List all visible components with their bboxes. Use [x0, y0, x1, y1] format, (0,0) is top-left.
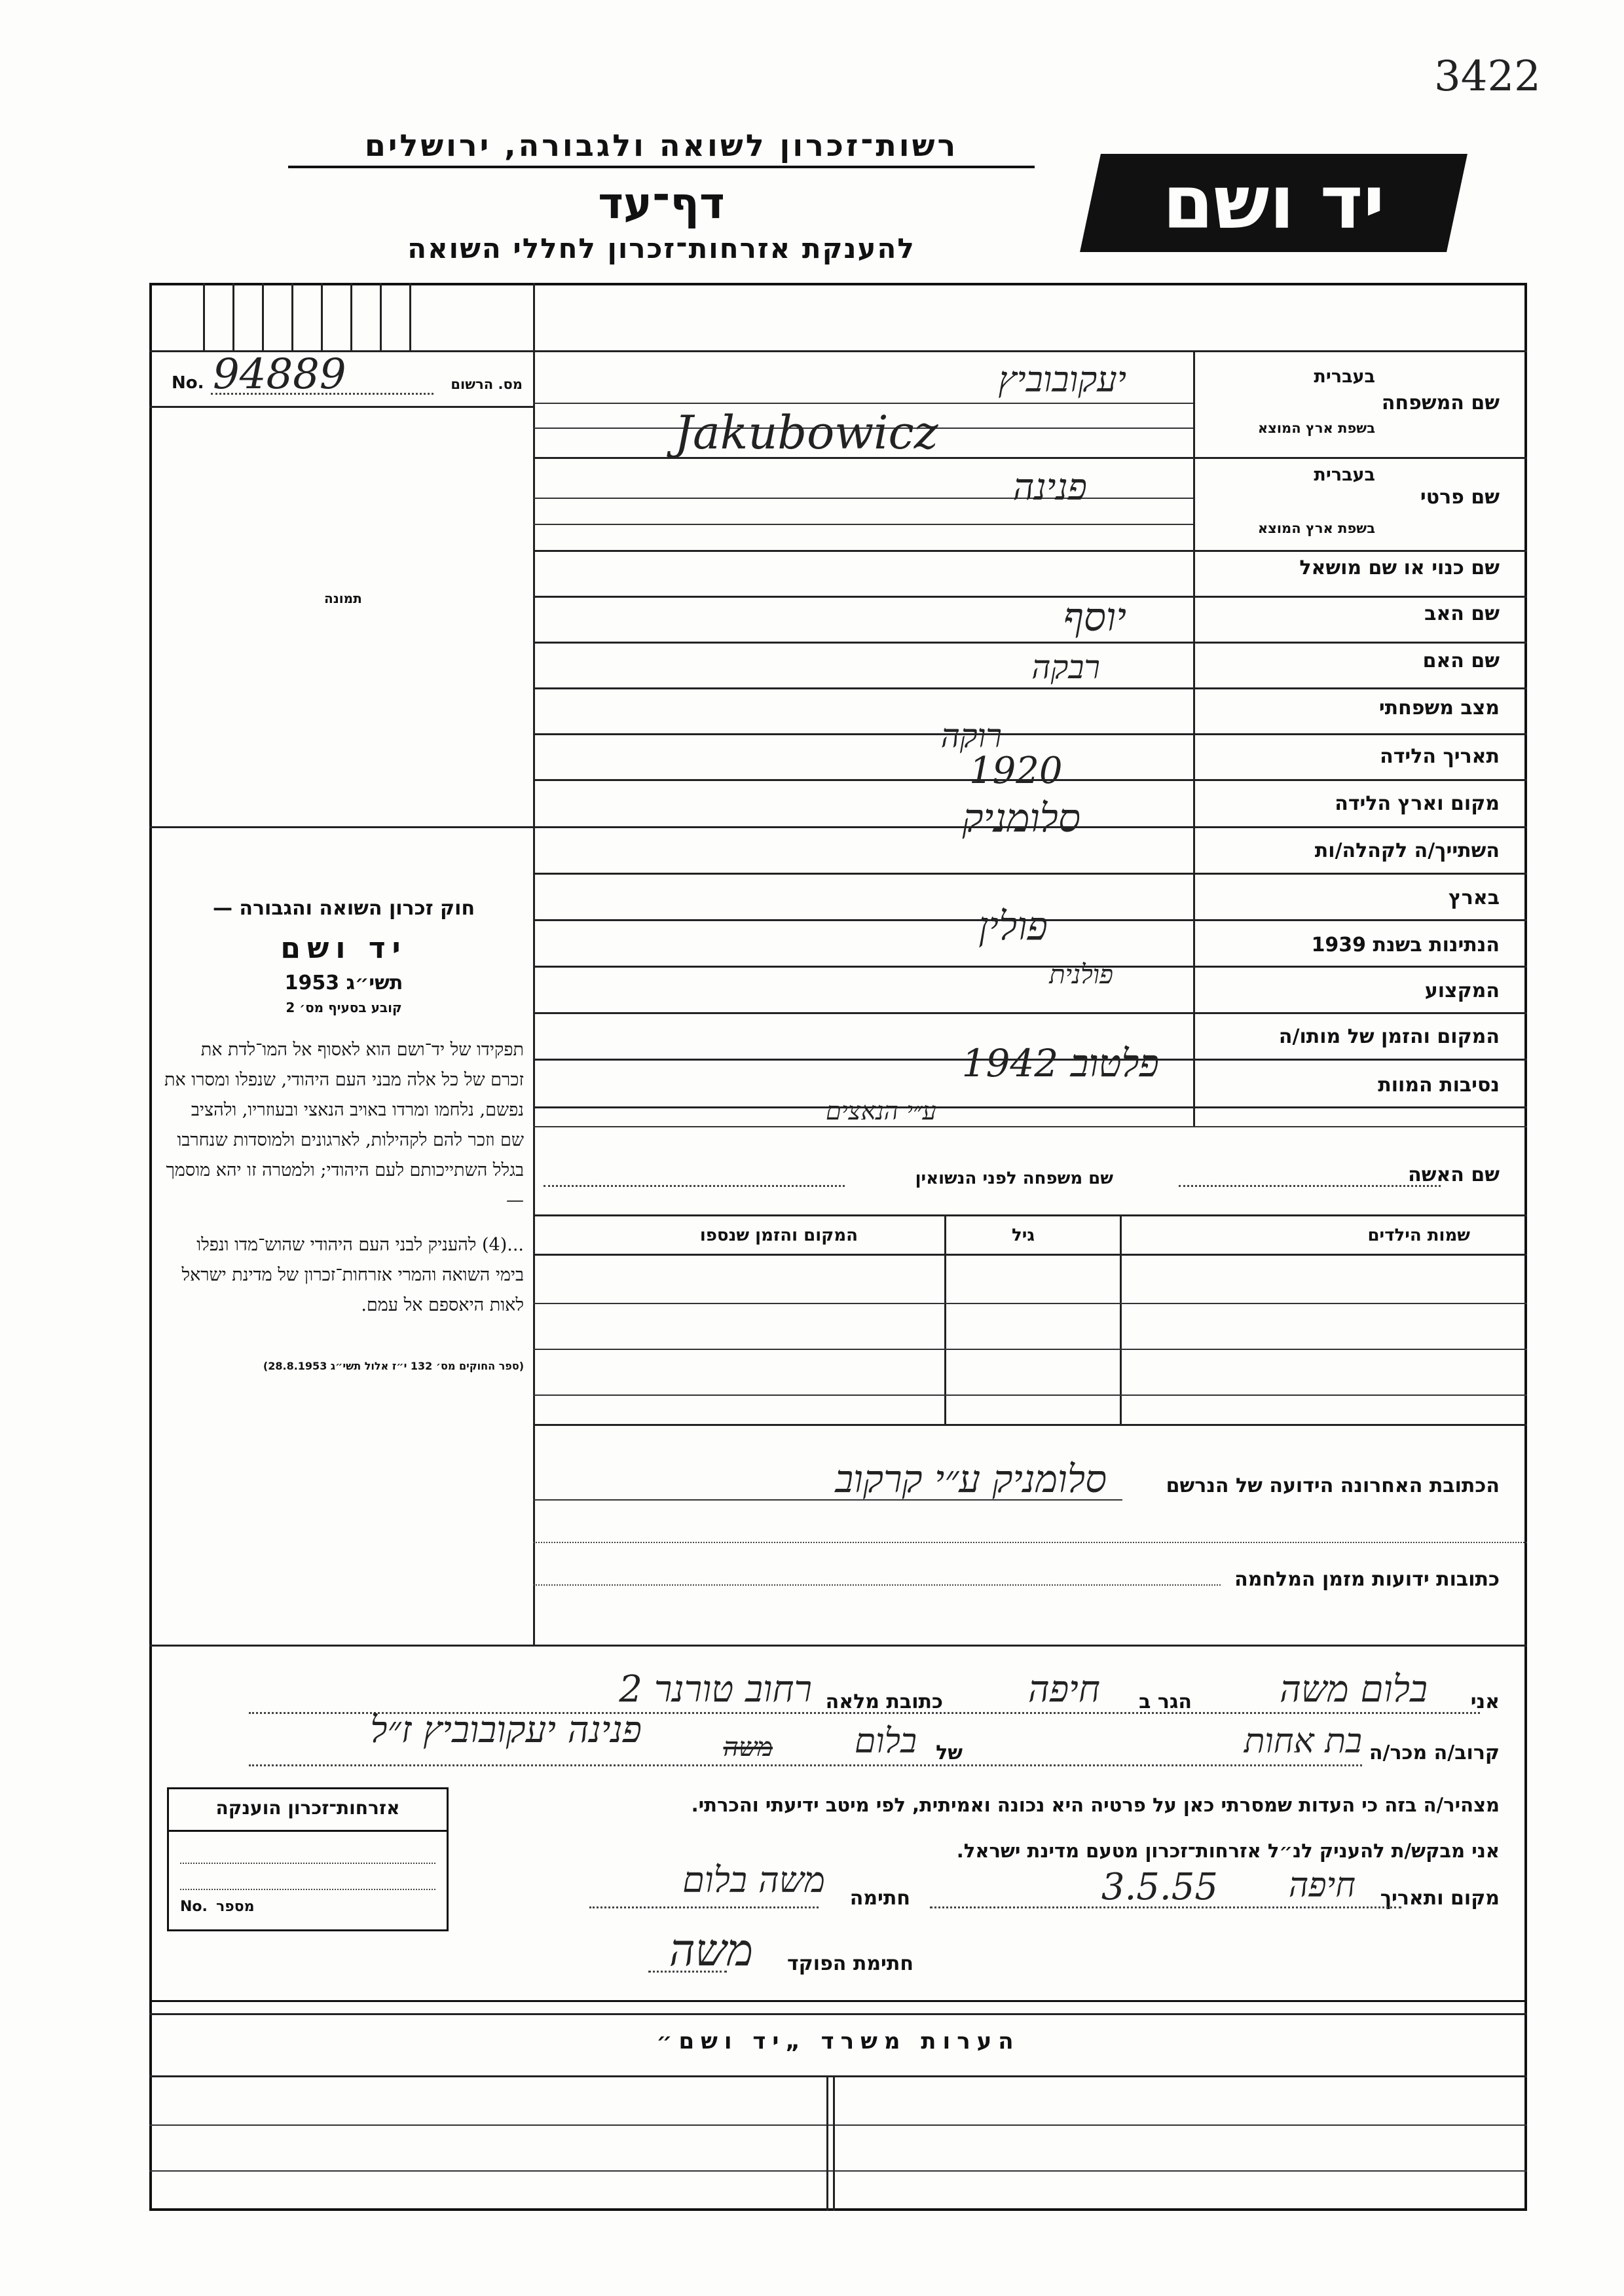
- law-paragraph-1: תפקידו של יד־ושם הוא לאסוף אל המו־לדת את זכרם של כל אלה מבני העם היהודי, שנפלו ומסרו את נפשם, נלחמו ומרדו באויב הנאצי ובעוזריו, ולהציב שם וזכר להם לקהילות, לארגונים ולמוסדות שנחרבו בגלל השתייכותם לעם היהודי; ולמטרה זו יהא מוסמך —: [164, 1040, 524, 1211]
- declaration-shel-struck: משה: [723, 1732, 773, 1762]
- registration-label: מס. הרשום: [451, 376, 523, 392]
- declaration-statement-2: אני מבקש/ת להעניק לנ״ל אזרחות־זכרון מטעם מדינת ישראל.: [956, 1840, 1500, 1862]
- spouse-maiden-label: שם משפחה לפני הנשואין: [915, 1169, 1113, 1188]
- left-column-divider: [533, 283, 535, 1646]
- law-citation: (ספר החוקים מס׳ 132 י״ז אלול תשי״ג 28.8.1953): [263, 1360, 524, 1372]
- declaration-ani-value: בלום משה: [1280, 1668, 1428, 1711]
- first-name-value: פנינה: [1012, 466, 1087, 509]
- declaration-relation-value: בת אחות: [1244, 1722, 1362, 1761]
- family-name-label: שם המשפחה: [1381, 392, 1500, 414]
- mother-value: רבקה: [1031, 648, 1100, 686]
- registration-no-prefix: No.: [172, 373, 204, 393]
- signature-label: חתימה: [849, 1887, 910, 1910]
- reg-box-bottom: [149, 350, 1527, 352]
- officer-label: חתימת הפוקד: [787, 1952, 913, 1975]
- marital-value: רוקה: [940, 717, 1002, 755]
- first-name-local-label: בשפת ארץ המוצא: [1257, 520, 1375, 536]
- death-label: המקום והזמן של מותו/ה: [1278, 1025, 1500, 1048]
- wartime-address-label: כתובות ידועות מזמן המלחמה: [1234, 1568, 1500, 1591]
- declaration-hagar-label: הגר ב: [1139, 1690, 1192, 1713]
- declaration-address-value: רחוב טורנר 2: [619, 1668, 812, 1711]
- birth-date-value: 1920: [969, 750, 1063, 792]
- last-address-value: סלומניק ע״י קרקוב: [835, 1457, 1107, 1501]
- photo-label: תמונה: [324, 591, 362, 606]
- children-header-place: המקום והזמן שנספו: [699, 1226, 858, 1245]
- citizenship-value: פולנית: [1049, 960, 1113, 990]
- signature-value: משה בלום: [682, 1859, 825, 1901]
- family-name-local-label: בשפת ארץ המוצא: [1257, 420, 1375, 436]
- birth-date-label: תאריך הלידה: [1380, 745, 1500, 768]
- logo-text: יד ושם: [1162, 160, 1385, 246]
- first-name-hebrew-label: בעברית: [1314, 465, 1375, 485]
- birth-place-label: מקום וארץ הלידה: [1335, 792, 1500, 815]
- mother-label: שם האם: [1422, 649, 1500, 672]
- family-name-hebrew-value: יעקובוביץ: [998, 359, 1126, 400]
- country-label: בארץ: [1448, 886, 1500, 909]
- father-value: יוסף: [1063, 594, 1126, 640]
- office-notes-title: הערות משרד „יד ושם״: [656, 2028, 1020, 2054]
- declaration-statement-1: מצהיר/ה בזה כי העדות שמסרתי כאן על פרטיה היא נכונה ואמיתית, לפי מיטב ידיעתי והכרתי.: [691, 1794, 1500, 1816]
- declaration-hagar-value: חיפה: [1028, 1668, 1100, 1711]
- death-value: פלטוב 1942: [961, 1041, 1159, 1085]
- declaration-shel-label: של: [936, 1741, 963, 1764]
- citizenship-box-no: No.: [180, 1899, 208, 1915]
- death-cause-label: נסיבות המוות: [1378, 1074, 1500, 1097]
- place-date-label: מקום ותאריך: [1380, 1887, 1500, 1910]
- label-column-divider: [1193, 350, 1195, 1126]
- archive-number: 3422: [1434, 52, 1541, 101]
- date-value: 3.5.55: [1101, 1866, 1218, 1908]
- declaration-ani-label: אני: [1470, 1690, 1500, 1713]
- marital-label: מצב משפחתי: [1378, 697, 1500, 720]
- last-address-label: הכתובת האחרונה הידועה של הנרשם: [1166, 1474, 1500, 1497]
- form-subtitle: להענקת אזרחות־זכרון לחללי השואה: [407, 232, 915, 264]
- spouse-label: שם האשה: [1408, 1163, 1500, 1186]
- children-header-names: שמות הילדים: [1367, 1226, 1470, 1245]
- country-value: פולין: [978, 903, 1048, 949]
- citizenship-box-number-label: מספר: [216, 1899, 255, 1915]
- officer-signature: משה: [669, 1925, 753, 1977]
- law-title: חוק זכרון השואה והגבורה —: [212, 897, 475, 920]
- first-name-label: שם פרטי: [1420, 486, 1500, 509]
- law-sidebar: [164, 897, 524, 1372]
- form-title: דף־עד: [598, 178, 725, 228]
- birth-place-value: סלומניק: [962, 795, 1080, 841]
- family-name-hebrew-label: בעברית: [1314, 367, 1375, 387]
- law-clause: קובע בסעיף מס׳ 2: [286, 1000, 402, 1015]
- declaration-shel-value: בלום: [854, 1722, 917, 1761]
- law-year: תשי״ג 1953: [284, 972, 403, 994]
- profession-label: המקצוע: [1424, 979, 1500, 1002]
- law-name: יד ושם: [280, 932, 407, 965]
- law-paragraph-2: ...(4) להעניק לבני העם היהודי שהוש־מדו ונפלו בימי השואה והמרי אזרחות־זכרון של מדינת ישראל לאות היאספם אל עמם.: [181, 1235, 524, 1315]
- death-cause-value: ע״י הנאצים: [826, 1097, 936, 1125]
- children-header-age: גיל: [1012, 1226, 1035, 1245]
- declaration-relation-label: קרוב/ה מכר/ה: [1369, 1741, 1500, 1764]
- yad-vashem-logo: [1080, 154, 1467, 252]
- citizenship-label: הנתינות בשנת 1939: [1311, 934, 1500, 957]
- org-line: רשות־זכרון לשואה ולגבורה, ירושלים: [288, 128, 1035, 168]
- father-label: שם האב: [1424, 602, 1500, 625]
- place-value: חיפה: [1288, 1866, 1356, 1905]
- declaration-address-label: כתובת מלאה: [825, 1690, 943, 1713]
- registration-number: 94889: [213, 350, 346, 399]
- community-label: השתייך/ה לקהלה/ות: [1314, 839, 1500, 862]
- nickname-label: שם כנוי או שם מושאל: [1299, 556, 1500, 579]
- family-name-local-value: Jakubowicz: [674, 406, 938, 460]
- citizenship-box-title: אזרחות־זכרון הוענקה: [215, 1797, 400, 1819]
- declaration-shel-extra: פנינה יעקובוביץ ז״ל: [370, 1709, 642, 1751]
